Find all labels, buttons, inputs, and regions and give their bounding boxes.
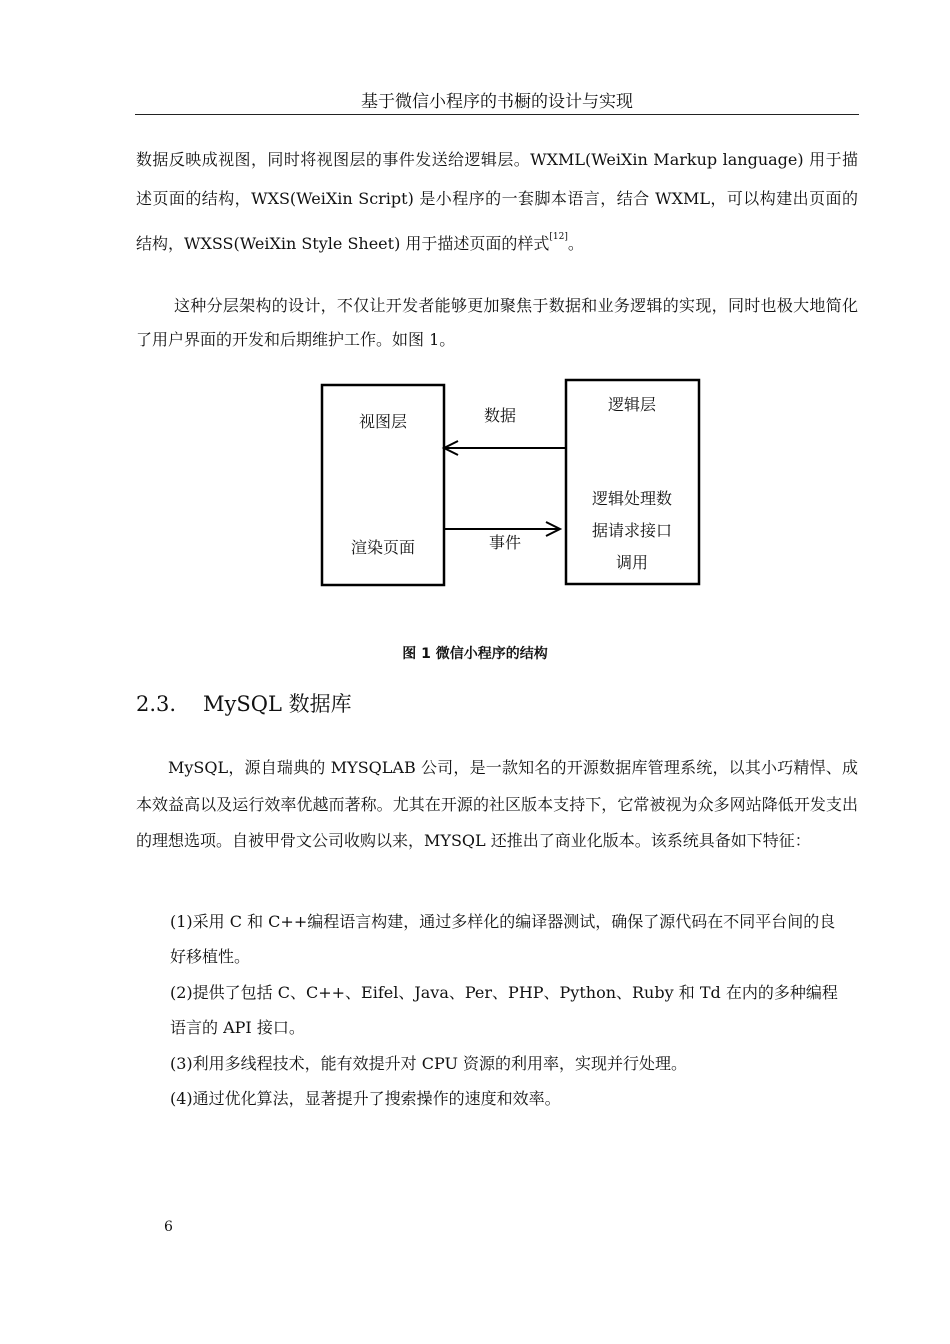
- view-layer-label: 视图层: [358, 412, 408, 431]
- paragraph-wxml-text: 数据反映成视图，同时将视图层的事件发送给逻辑层。WXML(WeiXin Markup language) 用于描述页面的结构，WXS(WeiXin Script) 是小程序的一套脚本语言，结合 WXML，可以构建出页面的结构，WXSS(WeiXin Style Sheet) 用于描述页面的样式: [136, 150, 858, 253]
- list-item: (2)提供了包括 C、C++、Eifel、Java、Per、PHP、Python、Ruby 和 Td 在内的多种编程语言的 API 接口。: [170, 983, 838, 1037]
- paragraph-wxml: [136, 140, 858, 263]
- render-page-label: 渲染页面: [350, 538, 416, 557]
- paragraph-wxml-end: 。: [567, 234, 584, 253]
- logic-process-line2: 据请求接口: [591, 521, 673, 540]
- paragraph-architecture: 这种分层架构的设计，不仅让开发者能够更加聚焦于数据和业务逻辑的实现，同时也极大地简化了用户界面的开发和后期维护工作。如图 1。: [136, 296, 858, 349]
- logic-process-line3: 调用: [615, 553, 649, 572]
- paragraph-mysql: MySQL，源自瑞典的 MYSQLAB 公司，是一款知名的开源数据库管理系统，以其小巧精悍、成本效益高以及运行效率优越而著称。尤其在开源的社区版本支持下，它常被视为众多网站降低开发支出的理想选项。自被甲骨文公司收购以来，MYSQL 还推出了商业化版本。该系统具备如下特征：: [136, 758, 858, 850]
- list-item: (1)采用 C 和 C++编程语言构建，通过多样化的编译器测试，确保了源代码在不同平台间的良好移植性。: [170, 912, 836, 966]
- running-header: 基于微信小程序的书橱的设计与实现: [135, 92, 859, 115]
- page-number: 6: [164, 1219, 173, 1235]
- figure-caption: 图 1 微信小程序的结构: [402, 646, 548, 662]
- data-flow-label: 数据: [483, 406, 517, 425]
- event-flow-label: 事件: [488, 533, 522, 552]
- list-item: (3)利用多线程技术，能有效提升对 CPU 资源的利用率，实现并行处理。: [170, 1054, 688, 1073]
- architecture-diagram: [318, 376, 706, 592]
- citation-12: [12]: [549, 232, 568, 242]
- logic-process-line1: 逻辑处理数: [591, 489, 673, 508]
- logic-layer-label: 逻辑层: [607, 395, 657, 414]
- section-heading: [136, 689, 352, 719]
- list-item: (4)通过优化算法，显著提升了搜索操作的速度和效率。: [170, 1089, 561, 1108]
- feature-list: [170, 904, 860, 1116]
- section-title: MySQL 数据库: [203, 692, 352, 716]
- section-number: 2.3.: [136, 692, 177, 716]
